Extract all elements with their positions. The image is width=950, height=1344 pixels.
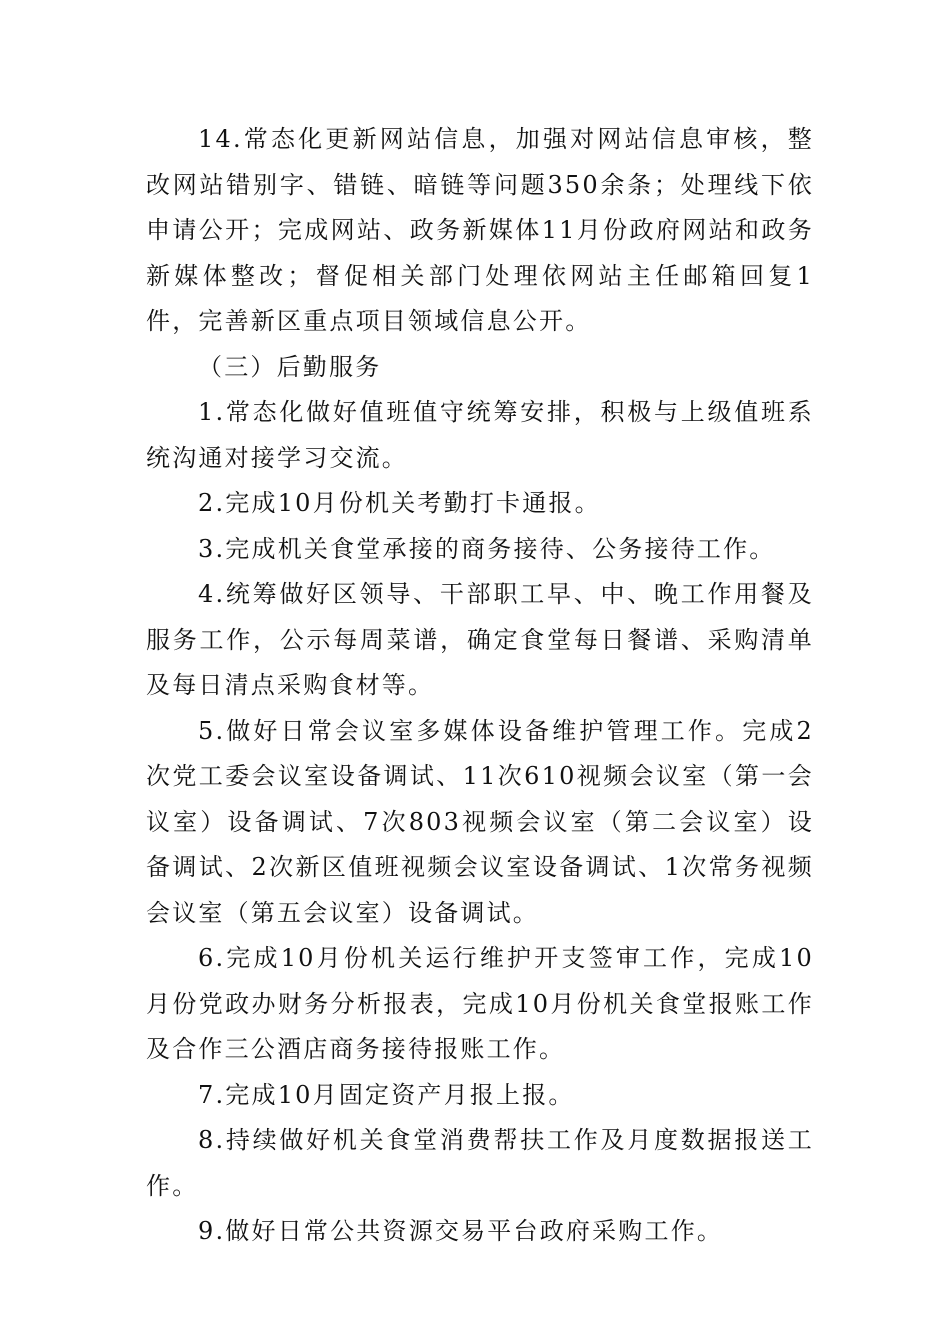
paragraph-item-4: 4.统筹做好区领导、干部职工早、中、晚工作用餐及服务工作，公示每周菜谱，确定食堂每日餐谱、采购清单及每日清点采购食材等。 [146,580,814,699]
paragraph-item-2: 2.完成10月份机关考勤打卡通报。 [198,489,601,517]
section-heading-logistics: （三）后勤服务 [198,352,382,381]
paragraph-item-5: 5.做好日常会议室多媒体设备维护管理工作。完成2次党工委会议室设备调试、11次610视频会议室（第一会议室）设备调试、7次803视频会议室（第二会议室）设备调试、2次新区值班视频会议室设备调试、1次常务视频会议室（第五会议室）设备调试。 [146,716,814,927]
paragraph-item-6: 6.完成10月份机关运行维护开支签审工作，完成10月份党政办财务分析报表，完成10月份机关食堂报账工作及合作三公酒店商务接待报账工作。 [146,944,814,1063]
paragraph-item-9: 9.做好日常公共资源交易平台政府采购工作。 [198,1217,724,1245]
paragraph-item-1: 1.常态化做好值班值守统筹安排，积极与上级值班系统沟通对接学习交流。 [146,398,814,472]
paragraph-item-3: 3.完成机关食堂承接的商务接待、公务接待工作。 [198,534,776,563]
paragraph-item-7: 7.完成10月固定资产月报上报。 [198,1080,575,1109]
paragraph-item-8: 8.持续做好机关食堂消费帮扶工作及月度数据报送工作。 [146,1126,814,1200]
document-body [146,117,814,1255]
paragraph-item-14: 14.常态化更新网站信息，加强对网站信息审核，整改网站错别字、错链、暗链等问题350余条；处理线下依申请公开；完成网站、政务新媒体11月份政府网站和政务新媒体整改；督促相关部门处理依网站主任邮箱回复1件，完善新区重点项目领域信息公开。 [146,125,814,335]
